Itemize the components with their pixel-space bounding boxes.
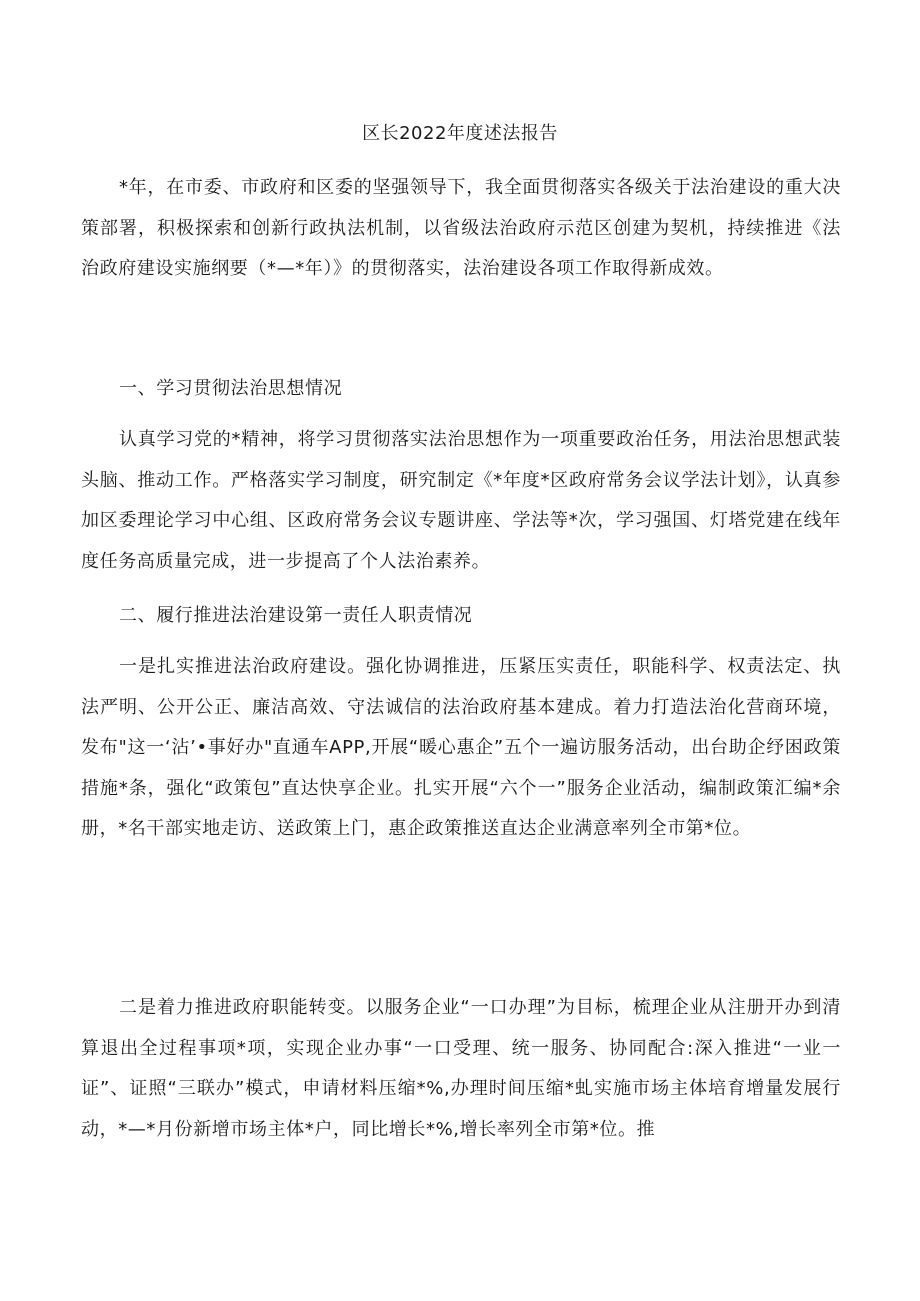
- document-title: 区长2022年度述法报告: [362, 123, 558, 144]
- section-heading-study: 一、学习贯彻法治思想情况: [119, 378, 343, 399]
- point-rule-of-law-government: 一是扎实推进法治政府建设。强化协调推进，压紧压实责任，职能科学、权责法定、执法严明、公开公正、廉洁高效、守法诚信的法治政府基本建成。着力打造法治化营商环境，发布"这一‘沾’•事好办"直通车APP,开展“暖心惠企”五个一遍访服务活动，出台助企纾困政策措施*条，强化“政策包”直达快享企业。扎实开展“六个一”服务企业活动，编制政策汇编*余册，*名干部实地走访、送政策上门，惠企政策推送直达企业满意率列全市第*位。: [81, 656, 841, 839]
- section-heading-responsibility: 二、履行推进法治建设第一责任人职责情况: [119, 605, 473, 626]
- intro-paragraph: *年，在市委、市政府和区委的坚强领导下，我全面贯彻落实各级关于法治建设的重大决策部署，积极探索和创新行政执法机制，以省级法治政府示范区创建为契机，持续推进《法治政府建设实施纲要（*—*年）》的贯彻落实，法治建设各项工作取得新成效。: [81, 177, 841, 279]
- section-body-study: 认真学习党的*精神，将学习贯彻落实法治思想作为一项重要政治任务，用法治思想武装头脑、推动工作。严格落实学习制度，研究制定《*年度*区政府常务会议学法计划》，认真参加区委理论学习中心组、区政府常务会议专题讲座、学法等*次，学习强国、灯塔党建在线年度任务高质量完成，进一步提高了个人法治素养。: [81, 429, 841, 572]
- point-government-functions: 二是着力推进政府职能转变。以服务企业“一口办理”为目标，梳理企业从注册开办到清算退出全过程事项*项，实现企业办事“一口受理、统一服务、协同配合:深入推进“一业一证”、证照“三联办”模式，申请材料压缩*%,办理时间压缩*虬实施市场主体培育增量发展行动，*—*月份新增市场主体*户，同比增长*%,增长率列全市第*位。推: [81, 997, 841, 1140]
